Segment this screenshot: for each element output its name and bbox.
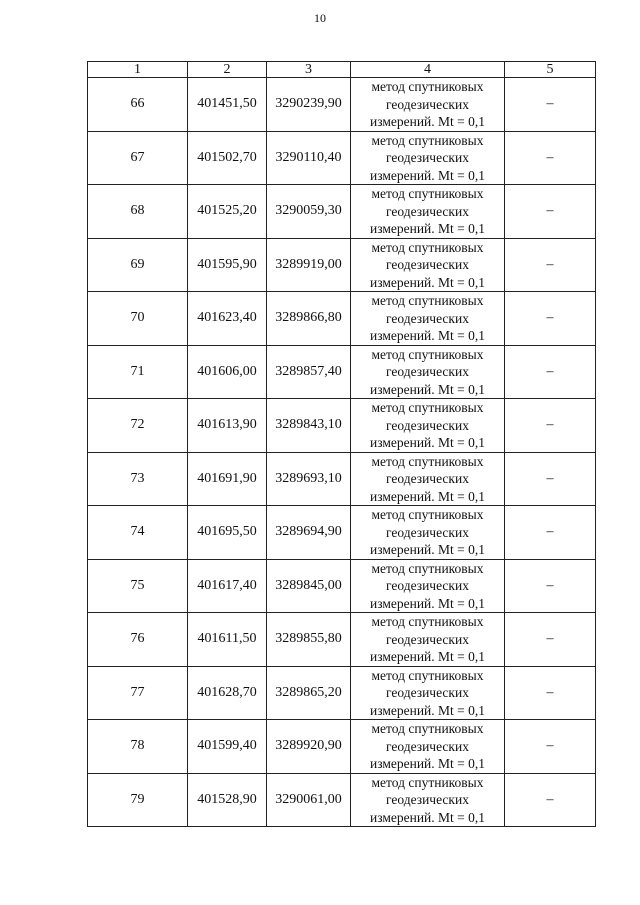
point-number-cell: 79 bbox=[88, 773, 188, 827]
method-line: метод спутниковых bbox=[371, 507, 484, 522]
method-line: геодезических bbox=[386, 417, 469, 433]
method-line: метод спутниковых bbox=[371, 614, 484, 629]
method-line: геодезических bbox=[386, 524, 469, 540]
table-row bbox=[88, 613, 596, 667]
x-coordinate-cell: 401695,50 bbox=[188, 506, 267, 560]
x-coordinate-cell: 401613,90 bbox=[188, 399, 267, 453]
method-cell bbox=[351, 185, 505, 239]
method-cell bbox=[351, 238, 505, 292]
method-line: метод спутниковых bbox=[371, 346, 484, 362]
y-coordinate-cell: 3289855,80 bbox=[267, 613, 351, 667]
method-cell bbox=[351, 559, 505, 613]
coordinates-table bbox=[87, 61, 596, 827]
note-cell: – bbox=[505, 238, 596, 292]
method-line: измерений. Mt = 0,1 bbox=[369, 274, 486, 290]
x-coordinate-cell: 401451,50 bbox=[188, 78, 267, 132]
method-line: измерений. Mt = 0,1 bbox=[369, 649, 486, 664]
x-coordinate-cell: 401528,90 bbox=[188, 773, 267, 827]
x-coordinate-cell: 401525,20 bbox=[188, 185, 267, 239]
point-number-cell: 68 bbox=[88, 185, 188, 239]
note-cell: – bbox=[505, 773, 596, 827]
x-coordinate-cell: 401623,40 bbox=[188, 292, 267, 346]
table-row bbox=[88, 720, 596, 774]
table-row bbox=[88, 185, 596, 239]
y-coordinate-cell: 3289857,40 bbox=[267, 345, 351, 399]
note-cell: – bbox=[505, 452, 596, 506]
method-line: метод спутниковых bbox=[371, 774, 484, 790]
table-row bbox=[88, 238, 596, 292]
x-coordinate-cell: 401599,40 bbox=[188, 720, 267, 774]
point-number-cell: 66 bbox=[88, 78, 188, 132]
method-line: геодезических bbox=[386, 471, 469, 486]
table-row bbox=[88, 773, 596, 827]
column-header-1: 1 bbox=[88, 62, 188, 78]
point-number-cell: 71 bbox=[88, 345, 188, 399]
table-row bbox=[88, 345, 596, 399]
method-line: геодезических bbox=[386, 685, 469, 700]
column-header-5: 5 bbox=[505, 62, 596, 78]
y-coordinate-cell: 3289920,90 bbox=[267, 720, 351, 774]
method-cell bbox=[351, 613, 505, 667]
note-cell: – bbox=[505, 78, 596, 132]
method-line: метод спутниковых bbox=[371, 400, 484, 415]
method-line: метод спутниковых bbox=[371, 186, 484, 201]
method-line: геодезических bbox=[386, 257, 469, 272]
method-line: измерений. Mt = 0,1 bbox=[369, 756, 486, 771]
method-line: измерений. Mt = 0,1 bbox=[369, 809, 486, 825]
point-number-cell: 78 bbox=[88, 720, 188, 774]
y-coordinate-cell: 3289865,20 bbox=[267, 666, 351, 720]
note-cell: – bbox=[505, 185, 596, 239]
note-cell: – bbox=[505, 399, 596, 453]
method-line: геодезических bbox=[386, 578, 469, 593]
note-cell: – bbox=[505, 131, 596, 185]
column-header-2: 2 bbox=[188, 62, 267, 78]
x-coordinate-cell: 401611,50 bbox=[188, 613, 267, 667]
y-coordinate-cell: 3289694,90 bbox=[267, 506, 351, 560]
point-number-cell: 77 bbox=[88, 666, 188, 720]
method-cell bbox=[351, 666, 505, 720]
method-line: метод спутниковых bbox=[371, 79, 484, 94]
method-cell bbox=[351, 345, 505, 399]
method-line: геодезических bbox=[386, 150, 469, 165]
y-coordinate-cell: 3290239,90 bbox=[267, 78, 351, 132]
note-cell: – bbox=[505, 666, 596, 720]
column-header-3: 3 bbox=[267, 62, 351, 78]
method-line: измерений. Mt = 0,1 bbox=[369, 114, 486, 129]
x-coordinate-cell: 401502,70 bbox=[188, 131, 267, 185]
note-cell: – bbox=[505, 559, 596, 613]
method-cell bbox=[351, 399, 505, 453]
method-line: метод спутниковых bbox=[371, 293, 484, 308]
point-number-cell: 74 bbox=[88, 506, 188, 560]
note-cell: – bbox=[505, 720, 596, 774]
method-line: геодезических bbox=[386, 203, 469, 219]
method-line: метод спутниковых bbox=[371, 560, 484, 576]
note-cell: – bbox=[505, 345, 596, 399]
table-row bbox=[88, 559, 596, 613]
y-coordinate-cell: 3289866,80 bbox=[267, 292, 351, 346]
point-number-cell: 72 bbox=[88, 399, 188, 453]
method-line: геодезических bbox=[386, 96, 469, 112]
method-cell bbox=[351, 78, 505, 132]
method-line: измерений. Mt = 0,1 bbox=[369, 488, 486, 504]
method-line: измерений. Mt = 0,1 bbox=[369, 435, 486, 450]
table-row bbox=[88, 78, 596, 132]
y-coordinate-cell: 3290059,30 bbox=[267, 185, 351, 239]
x-coordinate-cell: 401606,00 bbox=[188, 345, 267, 399]
point-number-cell: 76 bbox=[88, 613, 188, 667]
method-line: метод спутниковых bbox=[371, 132, 484, 148]
method-cell bbox=[351, 292, 505, 346]
method-line: геодезических bbox=[386, 364, 469, 379]
x-coordinate-cell: 401628,70 bbox=[188, 666, 267, 720]
method-line: измерений. Mt = 0,1 bbox=[369, 221, 486, 236]
table-header-row bbox=[88, 62, 596, 78]
note-cell: – bbox=[505, 292, 596, 346]
method-line: измерений. Mt = 0,1 bbox=[369, 595, 486, 611]
method-line: метод спутниковых bbox=[371, 667, 484, 683]
method-line: измерений. Mt = 0,1 bbox=[369, 381, 486, 397]
table-row bbox=[88, 292, 596, 346]
method-line: метод спутниковых bbox=[371, 721, 484, 736]
y-coordinate-cell: 3289843,10 bbox=[267, 399, 351, 453]
method-line: метод спутниковых bbox=[371, 239, 484, 255]
y-coordinate-cell: 3290110,40 bbox=[267, 131, 351, 185]
column-header-4: 4 bbox=[351, 62, 505, 78]
table-row bbox=[88, 452, 596, 506]
table-row bbox=[88, 506, 596, 560]
point-number-cell: 75 bbox=[88, 559, 188, 613]
method-cell bbox=[351, 773, 505, 827]
table-body bbox=[88, 78, 596, 827]
table-row bbox=[88, 399, 596, 453]
point-number-cell: 69 bbox=[88, 238, 188, 292]
method-line: метод спутниковых bbox=[371, 453, 484, 469]
page-number: 10 bbox=[314, 11, 326, 25]
x-coordinate-cell: 401617,40 bbox=[188, 559, 267, 613]
point-number-cell: 70 bbox=[88, 292, 188, 346]
point-number-cell: 73 bbox=[88, 452, 188, 506]
y-coordinate-cell: 3290061,00 bbox=[267, 773, 351, 827]
method-line: геодезических bbox=[386, 310, 469, 326]
method-cell bbox=[351, 452, 505, 506]
method-line: геодезических bbox=[386, 738, 469, 754]
method-line: измерений. Mt = 0,1 bbox=[369, 542, 486, 557]
y-coordinate-cell: 3289845,00 bbox=[267, 559, 351, 613]
method-line: геодезических bbox=[386, 631, 469, 647]
method-line: измерений. Mt = 0,1 bbox=[369, 328, 486, 343]
y-coordinate-cell: 3289693,10 bbox=[267, 452, 351, 506]
method-line: геодезических bbox=[386, 792, 469, 807]
note-cell: – bbox=[505, 506, 596, 560]
table-row bbox=[88, 131, 596, 185]
method-cell bbox=[351, 131, 505, 185]
method-cell bbox=[351, 720, 505, 774]
x-coordinate-cell: 401691,90 bbox=[188, 452, 267, 506]
note-cell: – bbox=[505, 613, 596, 667]
table-row bbox=[88, 666, 596, 720]
x-coordinate-cell: 401595,90 bbox=[188, 238, 267, 292]
y-coordinate-cell: 3289919,00 bbox=[267, 238, 351, 292]
method-cell bbox=[351, 506, 505, 560]
method-line: измерений. Mt = 0,1 bbox=[369, 167, 486, 183]
method-line: измерений. Mt = 0,1 bbox=[369, 702, 486, 718]
point-number-cell: 67 bbox=[88, 131, 188, 185]
